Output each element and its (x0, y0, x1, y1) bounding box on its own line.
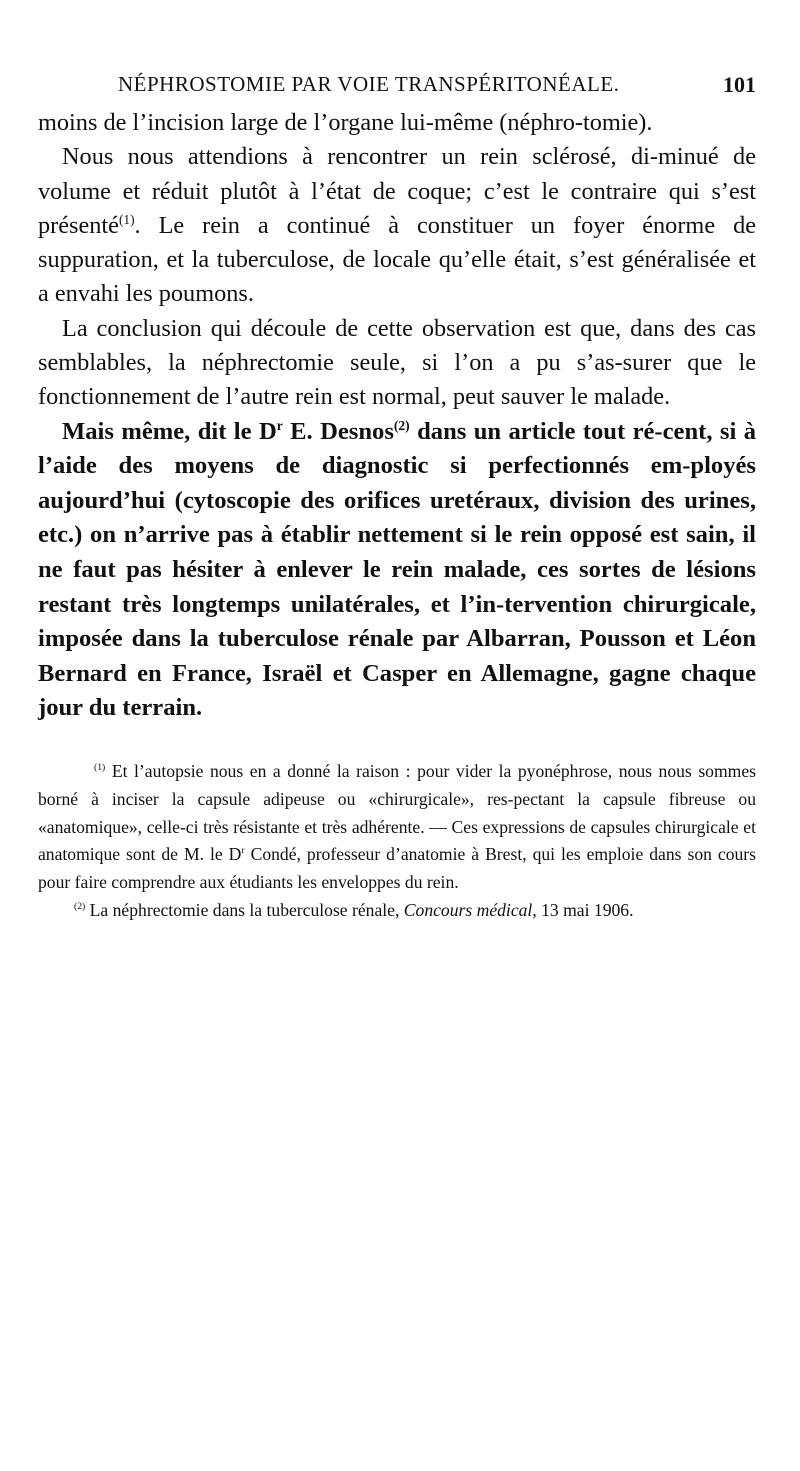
footnote-reference: (2) (393, 417, 410, 433)
footnote-text: Et l’autopsie nous en a donné la raison : pour vider la pyonéphrose, nous nous sommes borné à inciser la capsule adipeuse ou «chirurgicale», res-pectant la capsule fibreuse ou «anatomique», celle-ci très résistante et très adhérente. — Ces expressions de capsules chirurgicale et anatomique sont de M. le D (38, 761, 756, 865)
running-title: NÉPHROSTOMIE PAR VOIE TRANSPÉRITONÉALE. (118, 72, 620, 96)
footnote-marker: (2) (74, 901, 86, 913)
title-superscript: r (241, 845, 245, 857)
footnote-text: , 13 mai 1906. (532, 900, 634, 920)
footnote-reference: (1) (118, 211, 135, 227)
footnote-1 (38, 758, 756, 897)
journal-title: Concours médical (403, 900, 533, 920)
paragraph-text: Nous nous attendions à rencontrer un rein sclérosé, di-minué de volume et réduit plutôt à l’état de coque; c’est le contraire qui s’est présenté (38, 143, 756, 239)
footnote-text: Condé, professeur d’anatomie à Brest, qui les emploie dans son cours pour faire comprendre aux étudiants les enveloppes du rein. (38, 844, 756, 893)
footnote-text: La néphrectomie dans la tuberculose rénale, (85, 900, 404, 920)
running-head (118, 72, 756, 106)
footnote-2 (38, 897, 756, 925)
paragraph-text: Mais même, dit le D (62, 417, 277, 445)
paragraph-text: E. Desnos (282, 417, 394, 445)
paragraph-continuation: moins de l’incision large de l’organe lui-même (néphro-tomie). (38, 109, 653, 136)
page-number: 101 (723, 72, 756, 97)
title-superscript: r (276, 417, 283, 433)
footnote-marker: (1) (94, 762, 106, 774)
paragraph-sclerosed-kidney (38, 140, 756, 311)
body-text (38, 106, 756, 726)
book-page (38, 72, 756, 925)
footnotes (38, 758, 756, 925)
paragraph-text: . Le rein a continué à constituer un foyer énorme de suppuration, et la tuberculose, de locale qu’elle était, s’est généralisée et a envahi les poumons. (38, 211, 756, 308)
paragraph-text: dans un article tout ré-cent, si à l’aide des moyens de diagnostic si perfectionnés em-ployés aujourd’hui (cytoscopie des orifices uretéraux, division des urines, etc.) on n’arrive pas à établir nettement si le rein opposé est sain, il ne faut pas hésiter à enlever le rein malade, ces sortes de lésions restant très longtemps unilatérales, et l’in-tervention chirurgicale, imposée dans la tuberculose rénale par Albarran, Pousson et Léon Bernard en France, Israël et Casper en Allemagne, gagne chaque jour du terrain. (38, 417, 756, 722)
paragraph-desnos-quote (38, 415, 756, 726)
paragraph-conclusion: La conclusion qui découle de cette observation est que, dans des cas semblables, la néphrectomie seule, si l’on a pu s’as-surer que le fonctionnement de l’autre rein est normal, peut sauver le malade. (38, 314, 756, 411)
